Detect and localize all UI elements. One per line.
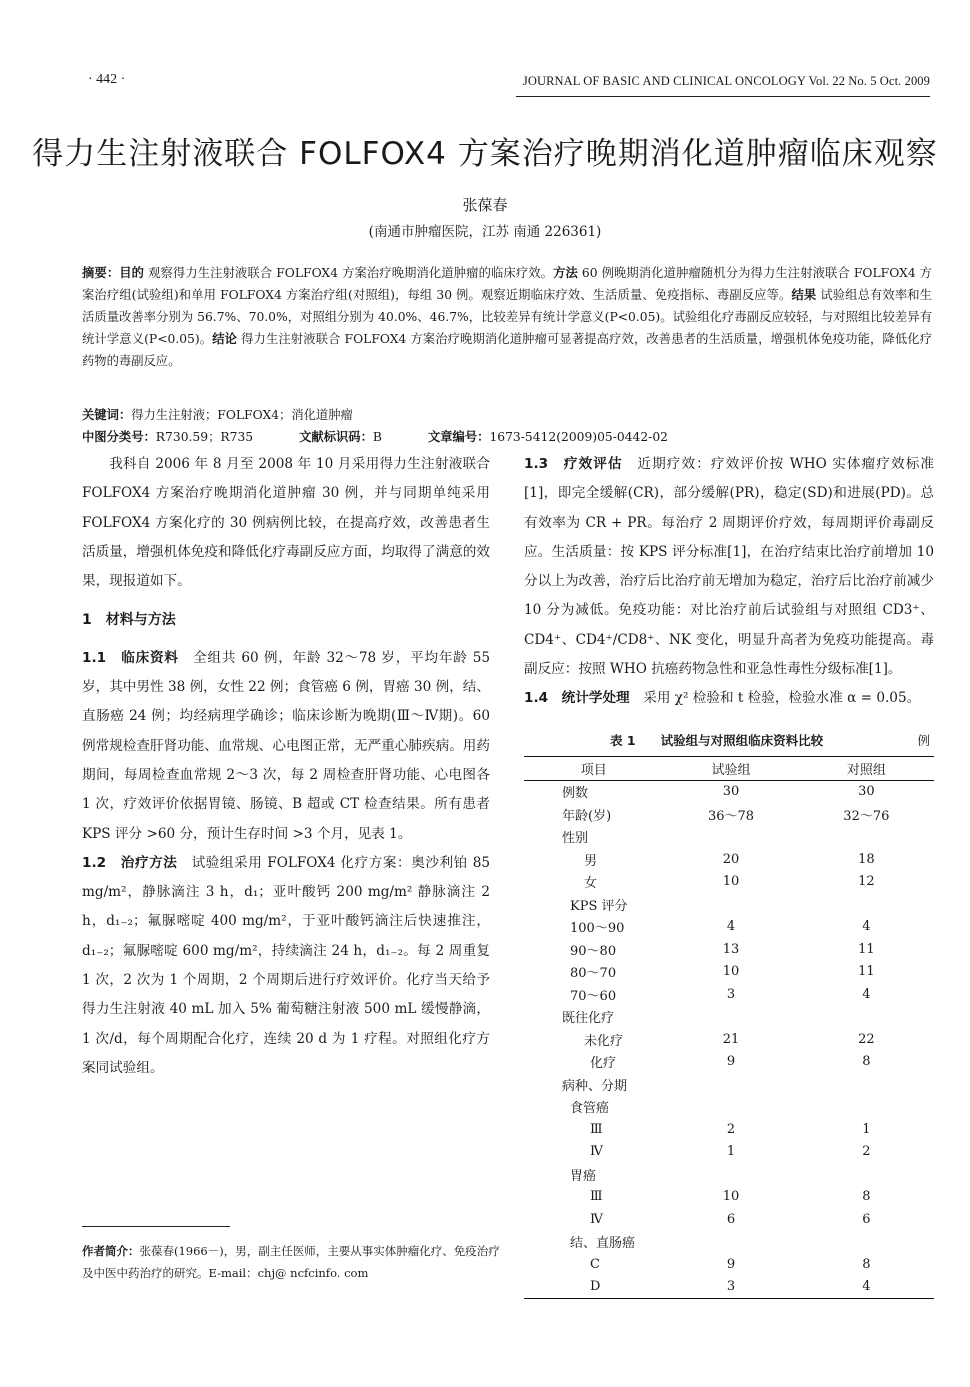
table-row [524, 1253, 934, 1276]
table-cell-ctl: 2 [862, 1144, 871, 1160]
table-cell-exp [663, 1231, 798, 1254]
table-row [524, 826, 934, 849]
table-cell-exp [663, 826, 798, 849]
table-cell-ctl [799, 1073, 934, 1096]
table-cell-ctl [799, 893, 934, 916]
section-1-2-label: 1.2 治疗方法 [82, 854, 178, 871]
table-cell-ctl [799, 1006, 934, 1029]
table-cell-exp: 3 [726, 1279, 736, 1295]
table-row [524, 1118, 934, 1141]
abstract-result-label: 结果 [791, 288, 817, 302]
table-cell-exp: 10 [722, 964, 740, 980]
left-column [82, 450, 490, 1083]
table-cell-ctl [799, 1163, 934, 1186]
table-header-item: 项目 [580, 762, 607, 778]
intro-paragraph: 我科自 2006 年 8 月至 2008 年 10 月采用得力生注射液联合 FOLFOX4 方案治疗晚期消化道肿瘤 30 例，并与同期单纯采用 FOLFOX4 方案化疗的 30 例病例比较，在提高疗效，改善患者生活质量，增强机体免疫和降低化疗毒副反应方面，均取得了满意的效果，现报道如下。 [82, 456, 490, 590]
footnote-rule [82, 1226, 230, 1227]
table-cell-ctl: 8 [862, 1256, 871, 1272]
section-1-1-label: 1.1 临床资料 [82, 649, 179, 666]
section-1-2-text: 试验组采用 FOLFOX4 化疗方案：奥沙利铂 85 mg/m²，静脉滴注 3 h，d₁；亚叶酸钙 200 mg/m² 静脉滴注 2 h，d₁₋₂；氟脲嘧啶 400 mg/m²，于亚叶酸钙滴注后快速推注，d₁₋₂；氟脲嘧啶 600 mg/m²，持续滴注 24 h，d₁₋₂。每 2 周重复 1 次，2 次为 1 个周期，2 个周期后进行疗效评价。化疗当天给予得力生注射液 40 mL 加入 5% 葡萄糖注射液 500 mL 缓慢静滴，1 次/d，每个周期配合化疗，连续 20 d 为 1 疗程。对照组化疗方案同试验组。 [82, 854, 490, 1076]
table-row [524, 1186, 934, 1209]
abstract-purpose-label: 目的 [119, 266, 145, 280]
journal-citation: JOURNAL OF BASIC AND CLINICAL ONCOLOGY Vol. 22 No. 5 Oct. 2009 [522, 74, 930, 88]
table-cell-ctl [799, 826, 934, 849]
keywords-line [82, 404, 932, 426]
table-row [524, 893, 934, 916]
table-row [524, 1276, 934, 1299]
abstract-result: 试验组总有效率和生活质量改善率分别为 56.7%、70.0%，对照组分别为 40.0%、46.7%，比较差异有统计学意义(P<0.05)。试验组化疗毒副反应较轻，与对照组比较差异有统计学意义(P<0.05)。 [82, 288, 932, 346]
right-column [524, 450, 934, 714]
table-cell-ctl: 18 [858, 851, 875, 867]
doc-code: B [372, 430, 382, 444]
clinical-data-table [524, 756, 934, 1299]
table-cell-exp: 20 [722, 851, 740, 867]
table-row [524, 871, 934, 894]
table-cell-ctl: 4 [862, 1279, 871, 1295]
keywords: 得力生注射液；FOLFOX4；消化道肿瘤 [131, 408, 353, 422]
table-cell-item: 病种、分期 [562, 1078, 628, 1094]
article-number: 1673-5412(2009)05-0442-02 [489, 430, 668, 444]
table-header-row [524, 757, 934, 781]
header-rule [516, 96, 930, 97]
section-1-3-text: 近期疗效：疗效评价按 WHO 实体瘤疗效标准[1]，即完全缓解(CR)，部分缓解(PR)，稳定(SD)和进展(PD)。总有效率为 CR + PR。每治疗 2 周期评价疗效，每周期评价毒副反应。生活质量：按 KPS 评分标准[1]，在治疗结束比治疗前增加 10 分以上为改善，治疗后比治疗前无增加为稳定，治疗后比治疗前减少 10 分为减低。免疫功能：对比治疗前后试验组与对照组 CD3⁺、CD4⁺、CD4⁺/CD8⁺、NK 变化，明显升高者为免疫功能提高。毒副反应：按照 WHO 抗癌药物急性和亚急性毒性分级标准[1]。 [524, 456, 934, 678]
section-1-4-label: 1.4 统计学处理 [524, 690, 630, 707]
abstract-method: 60 例晚期消化道肿瘤随机分为得力生注射液联合 FOLFOX4 方案治疗组(试验组)和单用 FOLFOX4 方案治疗组(对照组)，每组 30 例。观察近期临床疗效、生活质量、免疫指标、毒副反应等。 [82, 266, 932, 302]
table-cell-item: D [590, 1279, 601, 1295]
table-cell-exp: 2 [726, 1121, 736, 1137]
table-cell-exp: 10 [722, 874, 740, 890]
table-cell-item: 结、直肠癌 [570, 1236, 636, 1252]
table-cell-ctl [799, 1096, 934, 1119]
abstract-conclusion: 得力生注射液联合 FOLFOX4 方案治疗晚期消化道肿瘤可显著提高疗效，改善患者的生活质量，增强机体免疫功能，降低化疗药物的毒副反应。 [82, 332, 933, 368]
abstract [82, 262, 932, 372]
abstract-method-label: 方法 [553, 266, 578, 280]
table-cell-exp: 10 [722, 1189, 740, 1205]
section-1-3 [524, 450, 934, 684]
running-header [80, 70, 930, 96]
table-cell-exp: 36～78 [707, 808, 755, 824]
footnote-label: 作者简介： [82, 1244, 140, 1258]
table-cell-ctl: 6 [862, 1211, 871, 1227]
table-row [524, 780, 934, 803]
table-caption-text [610, 731, 823, 749]
table-cell-item: 食管癌 [570, 1101, 610, 1117]
table-cell-ctl: 32～76 [843, 808, 890, 824]
keywords-label: 关键词： [82, 408, 132, 422]
table-cell-ctl: 4 [862, 986, 871, 1002]
author-affiliation: (南通市肿瘤医院，江苏 南通 226361) [368, 224, 602, 240]
abstract-conclusion-label: 结论 [212, 332, 238, 346]
table-header-ctl: 对照组 [846, 762, 886, 778]
section-1-3-label: 1.3 疗效评估 [524, 456, 623, 472]
section-1-2 [82, 849, 490, 1083]
table-cell-ctl [799, 1231, 934, 1254]
section-1-4 [524, 684, 934, 713]
table-cell-item: KPS 评分 [570, 898, 628, 914]
table-row [524, 1051, 934, 1074]
section-heading: 1 材料与方法 [82, 612, 176, 629]
classification-line [82, 426, 932, 448]
table-cell-item: 例数 [562, 786, 589, 802]
table-row [524, 1096, 934, 1119]
section-1-1-text: 全组共 60 例，年龄 32～78 岁，平均年龄 55 岁，其中男性 38 例，女性 22 例；食管癌 6 例，胃癌 30 例，结、直肠癌 24 例；均经病理学确诊；临床诊断为晚期(Ⅲ～Ⅳ期)。60 例常规检查肝肾功能、血常规、心电图正常，无严重心肺疾病。用药期间，每周检查血常规 2～3 次，每 2 周检查肝肾功能、心电图各 1 次，疗效评价依据胃镜、肠镜、B 超或 CT 检查结果。所有患者 KPS 评分 >60 分，预计生存时间 >3 个月，见表 1。 [82, 649, 490, 842]
table-cell-item: Ⅳ [590, 1144, 603, 1160]
table-cell-item: 女 [584, 876, 598, 892]
table-cell-ctl: 11 [858, 964, 875, 980]
table-cell-exp: 3 [726, 986, 736, 1002]
table-cell-item: 胃癌 [570, 1168, 597, 1184]
table-cell-exp: 4 [726, 919, 736, 935]
table-cell-item: 70～60 [570, 988, 617, 1004]
table-row [524, 983, 934, 1006]
section-1-1 [82, 644, 490, 849]
table-cell-item: 90～80 [570, 943, 617, 959]
table-cell-item: 80～70 [570, 966, 617, 982]
author-footnote [82, 1240, 502, 1284]
table-cell-exp [663, 1096, 798, 1119]
table-cell-item: Ⅲ [590, 1189, 603, 1205]
table-row [524, 848, 934, 871]
table-unit: 例 [917, 733, 930, 748]
table-row [524, 1208, 934, 1231]
table-row [524, 961, 934, 984]
table-row [524, 1006, 934, 1029]
table-cell-ctl: 8 [862, 1054, 871, 1070]
table-row [524, 1073, 934, 1096]
table-row [524, 1163, 934, 1186]
table-title: 试验组与对照组临床资料比较 [660, 733, 824, 748]
table-cell-item: 未化疗 [584, 1033, 624, 1049]
table-cell-ctl: 4 [862, 919, 871, 935]
table-cell-exp: 21 [722, 1031, 740, 1047]
table-cell-item: 100～90 [570, 921, 625, 937]
table-number: 表 1 [610, 733, 636, 748]
table-row [524, 803, 934, 826]
table-cell-item: C [590, 1256, 600, 1272]
table-cell-exp: 30 [722, 784, 740, 800]
footnote-text: 张葆春(1966－)，男，副主任医师，主要从事实体肿瘤化疗、免疫治疗及中医中药治疗的研究。E-mail：chj@ ncfcinfo. com [82, 1244, 500, 1280]
table-cell-exp: 9 [726, 1054, 736, 1070]
table-cell-ctl: 11 [858, 941, 875, 957]
table-cell-item: Ⅳ [590, 1211, 603, 1227]
table-row [524, 1028, 934, 1051]
table-cell-ctl: 22 [858, 1031, 875, 1047]
table-cell-exp [663, 1006, 798, 1029]
table-cell-ctl: 8 [862, 1189, 871, 1205]
table-cell-exp [663, 893, 798, 916]
table-row [524, 1141, 934, 1164]
table-cell-item: 男 [584, 853, 598, 869]
table-cell-exp: 9 [726, 1256, 736, 1272]
table-cell-exp [663, 1073, 798, 1096]
author-name: 张葆春 [462, 196, 508, 214]
table-row [524, 1231, 934, 1254]
doc-code-label: 文献标识码： [299, 430, 373, 444]
table-cell-ctl: 1 [862, 1121, 871, 1137]
section-1-4-text: 采用 χ² 检验和 t 检验，检验水准 α = 0.05。 [629, 690, 921, 707]
clc-label: 中图分类号： [82, 430, 156, 444]
table-cell-exp: 1 [726, 1144, 736, 1160]
table-cell-exp: 13 [722, 941, 740, 957]
table-row [524, 938, 934, 961]
page-number: · 442 · [88, 72, 126, 87]
article-meta [82, 404, 932, 448]
table-cell-item: 年龄(岁) [562, 808, 612, 824]
table-cell-exp: 6 [726, 1211, 736, 1227]
abstract-label: 摘要： [82, 266, 120, 280]
table-cell-item: 性别 [562, 831, 589, 847]
table-row [524, 916, 934, 939]
article-number-label: 文章编号： [427, 430, 490, 444]
table-header-exp: 试验组 [711, 762, 751, 778]
article-title: 得力生注射液联合 FOLFOX4 方案治疗晚期消化道肿瘤临床观察 [32, 136, 938, 172]
clc-number: R730.59；R735 [155, 430, 254, 444]
table-cell-ctl: 12 [858, 874, 875, 890]
table-cell-item: 化疗 [590, 1056, 617, 1072]
table-cell-item: 既往化疗 [562, 1011, 615, 1027]
table-cell-ctl: 30 [858, 784, 875, 800]
abstract-purpose: 观察得力生注射液联合 FOLFOX4 方案治疗晚期消化道肿瘤的临床疗效。 [144, 266, 554, 280]
table-cell-exp [663, 1163, 798, 1186]
table-cell-item: Ⅲ [590, 1121, 603, 1137]
